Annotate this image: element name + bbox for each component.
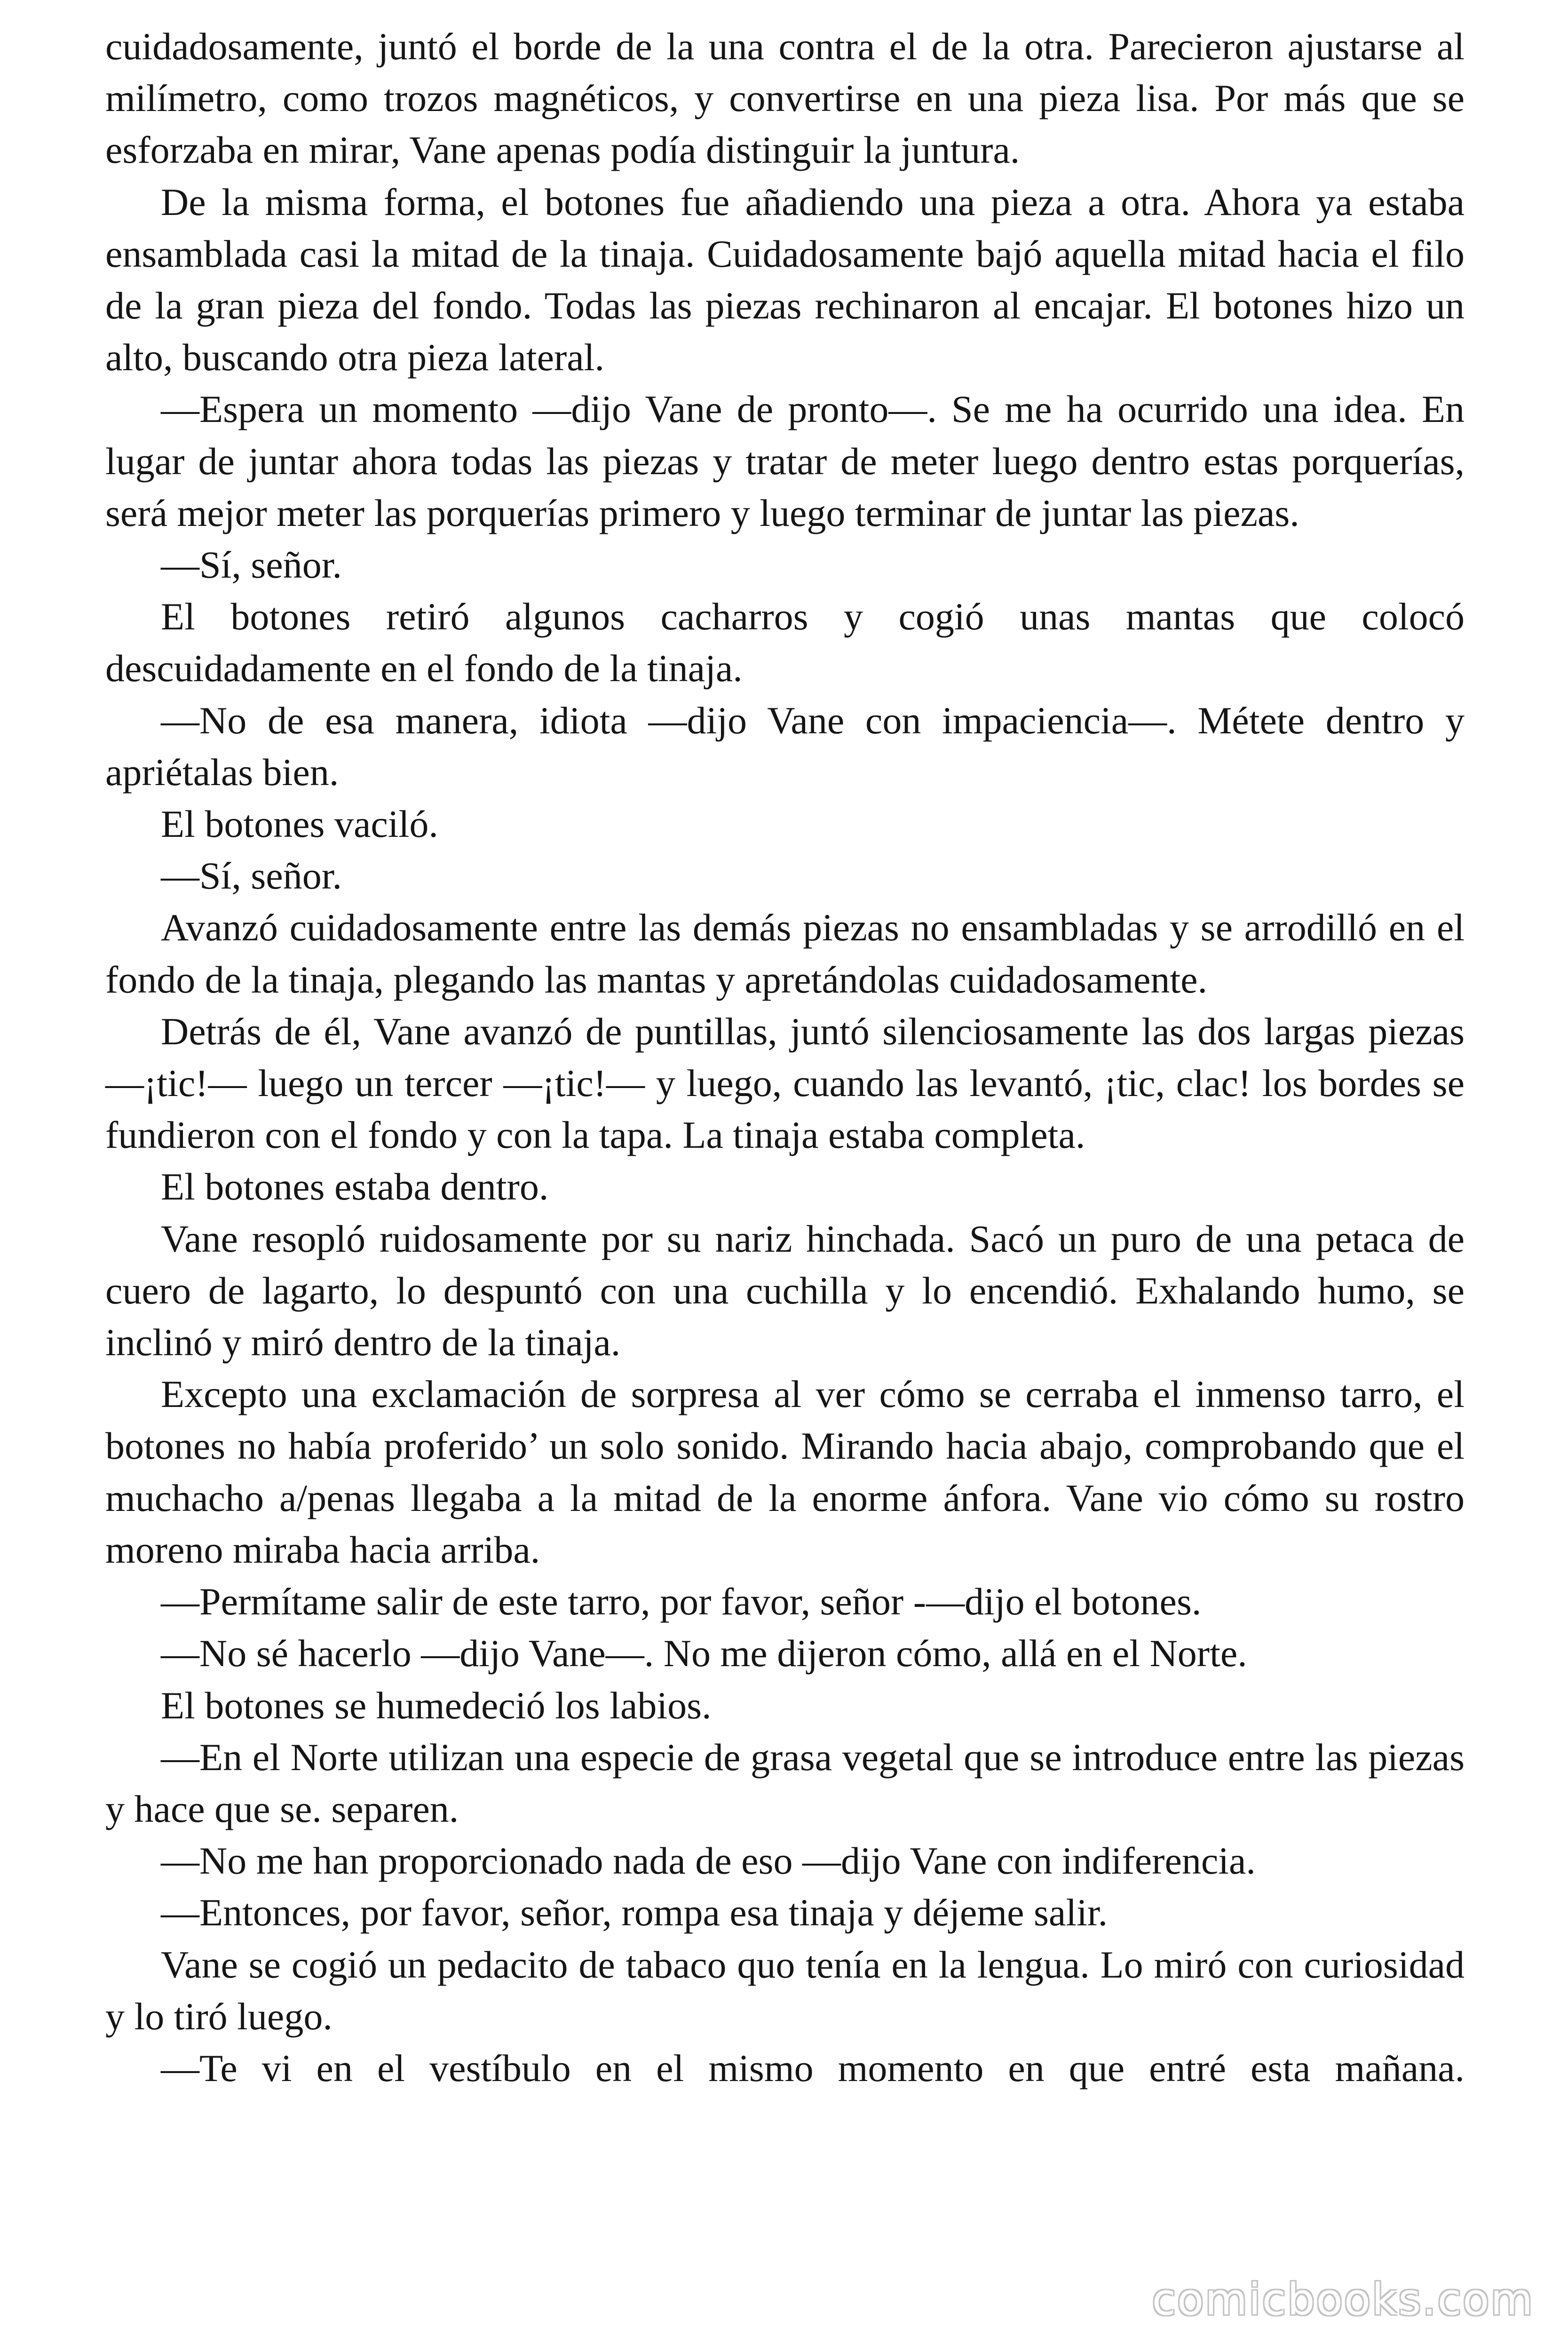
paragraph: El botones estaba dentro. xyxy=(161,1165,549,1208)
paragraph: —Permítame salir de este tarro, por favor, señor -—dijo el botones. xyxy=(161,1580,1202,1623)
paragraph: —Espera un momento —dijo Vane de pronto—. Se me ha ocurrido una idea. En lugar de juntar ahora todas las piezas y tratar de meter luego dentro estas porquerías, será mejor meter las porquerías primero y luego terminar de juntar las piezas. xyxy=(105,388,1465,534)
paragraph: El botones retiró algunos cacharros y cogió unas mantas que colocó descuidadamente en el fondo de la tinaja. xyxy=(105,595,1465,690)
paragraph: —Sí, señor. xyxy=(161,543,342,587)
paragraph: cuidadosamente, juntó el borde de la una contra el de la otra. Parecieron ajustarse al milímetro, como trozos magnéticos, y convertirse en una pieza lisa. Por más que se esforzaba en mirar, Vane apenas podía distinguir la juntura. xyxy=(105,25,1465,172)
paragraph: Excepto una exclamación de sorpresa al ver cómo se cerraba el inmenso tarro, el botones no había proferido’ un solo sonido. Mirando hacia abajo, comprobando que el muchacho a/penas llegaba a la mitad de la enorme ánfora. Vane vio cómo su rostro moreno miraba hacia arriba. xyxy=(105,1373,1465,1571)
paragraph: —No de esa manera, idiota —dijo Vane con impaciencia—. Métete dentro y apriétalas bien. xyxy=(105,699,1465,794)
paragraph: —Te vi en el vestíbulo en el mismo momento en que entré esta mañana. xyxy=(161,2046,1465,2090)
paragraph: Vane resopló ruidosamente por su nariz hinchada. Sacó un puro de una petaca de cuero de lagarto, lo despuntó con una cuchilla y lo encendió. Exhalando humo, se inclinó y miró dentro de la tinaja. xyxy=(105,1217,1465,1364)
paragraph: De la misma forma, el botones fue añadiendo una pieza a otra. Ahora ya estaba ensamblada casi la mitad de la tinaja. Cuidadosamente bajó aquella mitad hacia el filo de la gran pieza del fondo. Todas las piezas rechinaron al encajar. El botones hizo un alto, buscando otra pieza lateral. xyxy=(105,180,1465,379)
paragraph: Avanzó cuidadosamente entre las demás piezas no ensambladas y se arrodilló en el fondo de la tinaja, plegando las mantas y apretándolas cuidadosamente. xyxy=(105,906,1465,1001)
paragraph: —No me han proporcionado nada de eso —dijo Vane con indiferencia. xyxy=(161,1839,1256,1883)
paragraph: —Entonces, por favor, señor, rompa esa tinaja y déjeme salir. xyxy=(161,1891,1108,1934)
watermark-text: comicbooks.com xyxy=(1152,2274,1534,2325)
paragraph: El botones se humedeció los labios. xyxy=(161,1684,712,1727)
paragraph: —En el Norte utilizan una especie de grasa vegetal que se introduce entre las piezas y hace que se. separen. xyxy=(105,1735,1465,1830)
paragraph: Detrás de él, Vane avanzó de puntillas, juntó silenciosamente las dos largas piezas —¡tic!— luego un tercer —¡tic!— y luego, cuando las levantó, ¡tic, clac! los bordes se fundieron con el fondo y con la tapa. La tinaja estaba completa. xyxy=(105,1009,1465,1157)
paragraph: El botones vaciló. xyxy=(161,803,438,846)
book-page-text xyxy=(105,21,1465,2094)
paragraph: Vane se cogió un pedacito de tabaco quo tenía en la lengua. Lo miró con curiosidad y lo tiró luego. xyxy=(105,1943,1465,2038)
paragraph: —Sí, señor. xyxy=(161,854,342,898)
paragraph: —No sé hacerlo —dijo Vane—. No me dijeron cómo, allá en el Norte. xyxy=(161,1632,1247,1675)
